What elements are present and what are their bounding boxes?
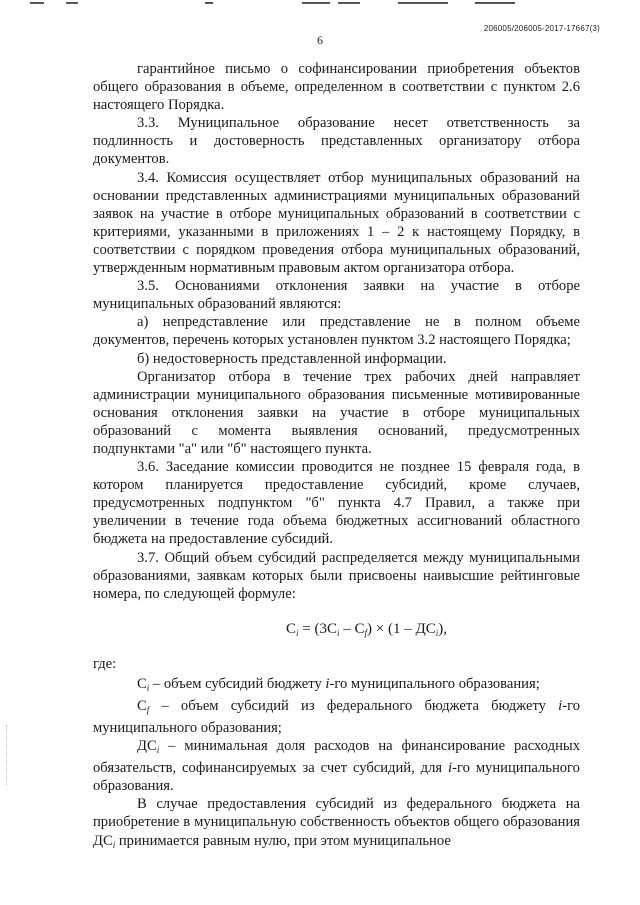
paragraph-3-5-a: а) непредставление или представление не в полном объеме документов, перечень которых установлен пунктом 3.2 настоящего Порядка; bbox=[93, 314, 580, 349]
page-body bbox=[93, 60, 580, 854]
paragraph-3-7: 3.7. Общий объем субсидий распределяется между муниципальными образованиями, заявкам которых были присвоены наивысшие рейтинговые номера, по следующей формуле: bbox=[93, 549, 580, 602]
page-number: 6 bbox=[317, 33, 323, 47]
where-label: где: bbox=[93, 655, 117, 672]
paragraph-organizer: Организатор отбора в течение трех рабочих дней направляет администрации муниципального образования письменные мотивированные основания отклонения заявки на участие в отборе муниципальных образований с момента выявления оснований, предусмотренных подпунктами "а" или "б" настоящего пункта. bbox=[93, 368, 580, 457]
definition-cf: $С_f$ – объем субсидий из федерального бюджета бюджету i-го муниципального образования; bbox=[93, 697, 580, 736]
paragraph-federal-case: В случае предоставления субсидий из федерального бюджета на приобретение в муниципальную собственность объектов общего образования $ДС_i$ принимается равным нулю, при этом муниципальное bbox=[93, 796, 580, 850]
document-id: 206005/206005-2017-17667(3) bbox=[483, 24, 600, 33]
definition-dci: $ДС_i$ – минимальная доля расходов на финансирование расходных обязательств, софинансируемых за счет субсидий, для i-го муниципального образования. bbox=[93, 738, 580, 795]
paragraph-3-3: 3.3. Муниципальное образование несет ответственность за подлинность и достоверность представленных организатору отбора документов. bbox=[93, 115, 580, 168]
definition-ci: $С_i$ – объем субсидий бюджету i-го муниципального образования; bbox=[137, 675, 540, 693]
subsidy-formula: $С_i = (3С_i - С_f) \times (1 - ДС_i)$, bbox=[286, 620, 447, 638]
paragraph-3-5: 3.5. Основаниями отклонения заявки на участие в отборе муниципальных образований являются: bbox=[93, 278, 580, 313]
paragraph-3-5-b: б) недостоверность представленной информации. bbox=[137, 350, 447, 367]
paragraph-3-4: 3.4. Комиссия осуществляет отбор муниципальных образований на основании представленных администрациями муниципальных образований заявок на участие в отборе муниципальных образований в соответствии с критериями, указанными в приложениях 1 – 2 к настоящему Порядку, в соответствии с порядком проведения отбора муниципальных образований, утвержденным нормативным правовым актом организатора отбора. bbox=[93, 169, 580, 277]
paragraph-guarantee-letter: гарантийное письмо о софинансировании приобретения объектов общего образования в объеме, определенном в соответствии с пунктом 2.6 настоящего Порядка. bbox=[93, 61, 580, 114]
paragraph-3-6: 3.6. Заседание комиссии проводится не позднее 15 февраля года, в котором планируется предоставление субсидий, кроме случаев, предусмотренных подпунктом "б" пункта 4.7 Правил, а также при увеличении в течение года объема бюджетных ассигнований областного бюджета на предоставление субсидий. bbox=[93, 459, 580, 548]
scan-edge-mark bbox=[6, 725, 11, 785]
scan-top-marks bbox=[0, 0, 640, 8]
